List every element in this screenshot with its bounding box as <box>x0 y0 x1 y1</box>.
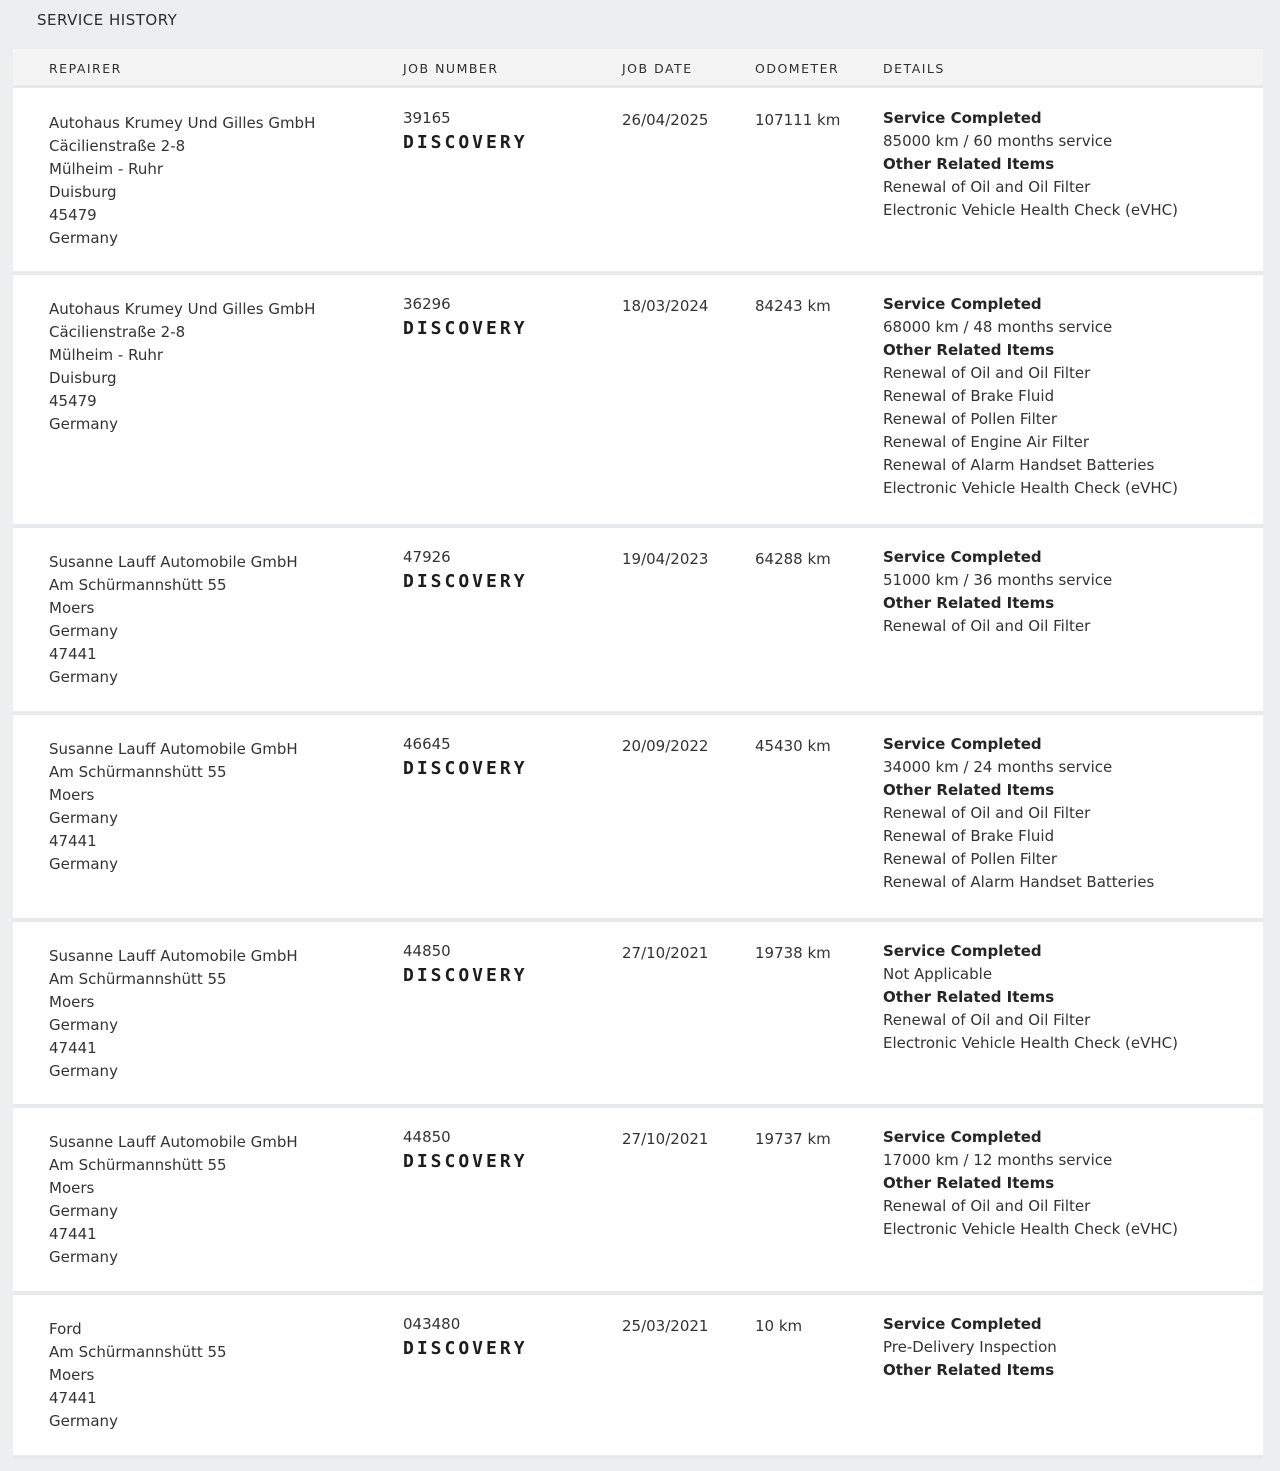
repairer-line: Am Schürmannshütt 55 <box>49 970 227 988</box>
table-row <box>13 88 1263 275</box>
service-description: Not Applicable <box>883 965 993 983</box>
header-odometer: ODOMETER <box>755 61 840 76</box>
service-description: Pre-Delivery Inspection <box>883 1338 1057 1356</box>
related-item: Renewal of Oil and Oil Filter <box>883 804 1091 822</box>
table-row <box>13 1108 1263 1295</box>
job-date: 27/10/2021 <box>622 944 709 962</box>
repairer-line: Germany <box>49 1248 118 1266</box>
repairer-line: Germany <box>49 1016 118 1034</box>
discovery-logo: DISCOVERY <box>403 1338 528 1359</box>
repairer-line: Am Schürmannshütt 55 <box>49 763 227 781</box>
repairer-line: Mülheim - Ruhr <box>49 160 164 178</box>
service-completed-label: Service Completed <box>883 1128 1042 1146</box>
repairer-line: Moers <box>49 786 95 804</box>
service-completed-label: Service Completed <box>883 109 1042 127</box>
table-row <box>13 528 1263 715</box>
repairer-line: Susanne Lauff Automobile GmbH <box>49 1133 298 1151</box>
repairer-line: Cäcilienstraße 2-8 <box>49 323 186 341</box>
repairer-line: Am Schürmannshütt 55 <box>49 576 227 594</box>
service-description: 17000 km / 12 months service <box>883 1151 1113 1169</box>
job-number-cell <box>403 546 528 592</box>
repairer-cell <box>49 112 315 250</box>
other-related-items-label: Other Related Items <box>883 594 1055 612</box>
service-completed-label: Service Completed <box>883 548 1042 566</box>
odometer: 19738 km <box>755 944 831 962</box>
details-cell <box>883 733 1154 894</box>
related-item: Renewal of Oil and Oil Filter <box>883 364 1091 382</box>
discovery-logo: DISCOVERY <box>403 965 528 986</box>
header-repairer: REPAIRER <box>49 61 122 76</box>
repairer-line: 47441 <box>49 1039 97 1057</box>
details-cell <box>883 1313 1057 1382</box>
header-job-date: JOB DATE <box>622 61 693 76</box>
related-item: Electronic Vehicle Health Check (eVHC) <box>883 1220 1178 1238</box>
job-date: 26/04/2025 <box>622 111 709 129</box>
repairer-line: Germany <box>49 668 118 686</box>
repairer-line: Duisburg <box>49 183 117 201</box>
table-body <box>13 88 1263 1459</box>
table-row <box>13 275 1263 528</box>
related-item: Renewal of Oil and Oil Filter <box>883 617 1091 635</box>
details-cell <box>883 107 1178 222</box>
repairer-cell <box>49 298 315 436</box>
repairer-line: Germany <box>49 1062 118 1080</box>
repairer-line: Am Schürmannshütt 55 <box>49 1156 227 1174</box>
repairer-line: Germany <box>49 1202 118 1220</box>
repairer-line: Am Schürmannshütt 55 <box>49 1343 227 1361</box>
repairer-line: Susanne Lauff Automobile GmbH <box>49 947 298 965</box>
repairer-line: 47441 <box>49 1225 97 1243</box>
repairer-cell <box>49 551 298 689</box>
other-related-items-label: Other Related Items <box>883 341 1055 359</box>
job-number-cell <box>403 293 528 339</box>
job-number: 39165 <box>403 109 451 127</box>
repairer-line: Autohaus Krumey Und Gilles GmbH <box>49 300 316 318</box>
related-item: Renewal of Brake Fluid <box>883 827 1055 845</box>
job-number-cell <box>403 940 528 986</box>
job-date: 27/10/2021 <box>622 1130 709 1148</box>
repairer-line: 45479 <box>49 206 97 224</box>
other-related-items-label: Other Related Items <box>883 988 1055 1006</box>
service-description: 34000 km / 24 months service <box>883 758 1113 776</box>
related-item: Renewal of Oil and Oil Filter <box>883 1011 1091 1029</box>
details-cell <box>883 546 1112 638</box>
service-description: 51000 km / 36 months service <box>883 571 1113 589</box>
discovery-logo: DISCOVERY <box>403 1151 528 1172</box>
odometer: 19737 km <box>755 1130 831 1148</box>
repairer-line: Mülheim - Ruhr <box>49 346 164 364</box>
job-date: 25/03/2021 <box>622 1317 709 1335</box>
service-description: 68000 km / 48 months service <box>883 318 1113 336</box>
other-related-items-label: Other Related Items <box>883 1361 1055 1379</box>
repairer-line: 47441 <box>49 832 97 850</box>
repairer-line: Cäcilienstraße 2-8 <box>49 137 186 155</box>
job-date: 19/04/2023 <box>622 550 709 568</box>
repairer-line: Moers <box>49 1179 95 1197</box>
discovery-logo: DISCOVERY <box>403 758 528 779</box>
job-number: 043480 <box>403 1315 461 1333</box>
job-number-cell <box>403 1313 528 1359</box>
repairer-line: Germany <box>49 229 118 247</box>
header-details: DETAILS <box>883 61 945 76</box>
service-description: 85000 km / 60 months service <box>883 132 1113 150</box>
repairer-line: Autohaus Krumey Und Gilles GmbH <box>49 114 316 132</box>
job-number-cell <box>403 1126 528 1172</box>
other-related-items-label: Other Related Items <box>883 781 1055 799</box>
job-number-cell <box>403 107 528 153</box>
discovery-logo: DISCOVERY <box>403 132 528 153</box>
other-related-items-label: Other Related Items <box>883 155 1055 173</box>
job-date: 20/09/2022 <box>622 737 709 755</box>
related-item: Renewal of Oil and Oil Filter <box>883 178 1091 196</box>
odometer: 84243 km <box>755 297 831 315</box>
job-number: 46645 <box>403 735 451 753</box>
service-completed-label: Service Completed <box>883 942 1042 960</box>
related-item: Renewal of Engine Air Filter <box>883 433 1090 451</box>
repairer-line: 47441 <box>49 645 97 663</box>
job-number-cell <box>403 733 528 779</box>
job-number: 36296 <box>403 295 451 313</box>
repairer-line: Germany <box>49 622 118 640</box>
service-completed-label: Service Completed <box>883 1315 1042 1333</box>
table-header <box>13 49 1263 88</box>
odometer: 64288 km <box>755 550 831 568</box>
details-cell <box>883 293 1178 500</box>
service-completed-label: Service Completed <box>883 735 1042 753</box>
discovery-logo: DISCOVERY <box>403 318 528 339</box>
related-item: Renewal of Pollen Filter <box>883 410 1058 428</box>
repairer-line: Moers <box>49 599 95 617</box>
repairer-line: Germany <box>49 1412 118 1430</box>
repairer-line: Germany <box>49 855 118 873</box>
table-row <box>13 1295 1263 1459</box>
related-item: Renewal of Oil and Oil Filter <box>883 1197 1091 1215</box>
table-row <box>13 922 1263 1108</box>
repairer-line: 47441 <box>49 1389 97 1407</box>
repairer-line: Ford <box>49 1320 82 1338</box>
repairer-line: Germany <box>49 809 118 827</box>
job-number: 47926 <box>403 548 451 566</box>
details-cell <box>883 1126 1178 1241</box>
related-item: Renewal of Brake Fluid <box>883 387 1055 405</box>
repairer-line: Duisburg <box>49 369 117 387</box>
table-row <box>13 715 1263 922</box>
service-history-table <box>13 49 1263 1459</box>
related-item: Renewal of Pollen Filter <box>883 850 1058 868</box>
discovery-logo: DISCOVERY <box>403 571 528 592</box>
repairer-cell <box>49 738 298 876</box>
details-cell <box>883 940 1178 1055</box>
other-related-items-label: Other Related Items <box>883 1174 1055 1192</box>
job-date: 18/03/2024 <box>622 297 709 315</box>
related-item: Renewal of Alarm Handset Batteries <box>883 456 1155 474</box>
related-item: Renewal of Alarm Handset Batteries <box>883 873 1155 891</box>
odometer: 10 km <box>755 1317 803 1335</box>
header-job-number: JOB NUMBER <box>403 61 499 76</box>
odometer: 107111 km <box>755 111 841 129</box>
service-completed-label: Service Completed <box>883 295 1042 313</box>
repairer-cell <box>49 1318 227 1433</box>
job-number: 44850 <box>403 942 451 960</box>
odometer: 45430 km <box>755 737 831 755</box>
section-title: SERVICE HISTORY <box>37 11 178 29</box>
repairer-cell <box>49 1131 298 1269</box>
related-item: Electronic Vehicle Health Check (eVHC) <box>883 1034 1178 1052</box>
repairer-line: Susanne Lauff Automobile GmbH <box>49 740 298 758</box>
repairer-line: Moers <box>49 1366 95 1384</box>
repairer-line: 45479 <box>49 392 97 410</box>
related-item: Electronic Vehicle Health Check (eVHC) <box>883 201 1178 219</box>
repairer-line: Susanne Lauff Automobile GmbH <box>49 553 298 571</box>
related-item: Electronic Vehicle Health Check (eVHC) <box>883 479 1178 497</box>
repairer-cell <box>49 945 298 1083</box>
job-number: 44850 <box>403 1128 451 1146</box>
repairer-line: Germany <box>49 415 118 433</box>
repairer-line: Moers <box>49 993 95 1011</box>
